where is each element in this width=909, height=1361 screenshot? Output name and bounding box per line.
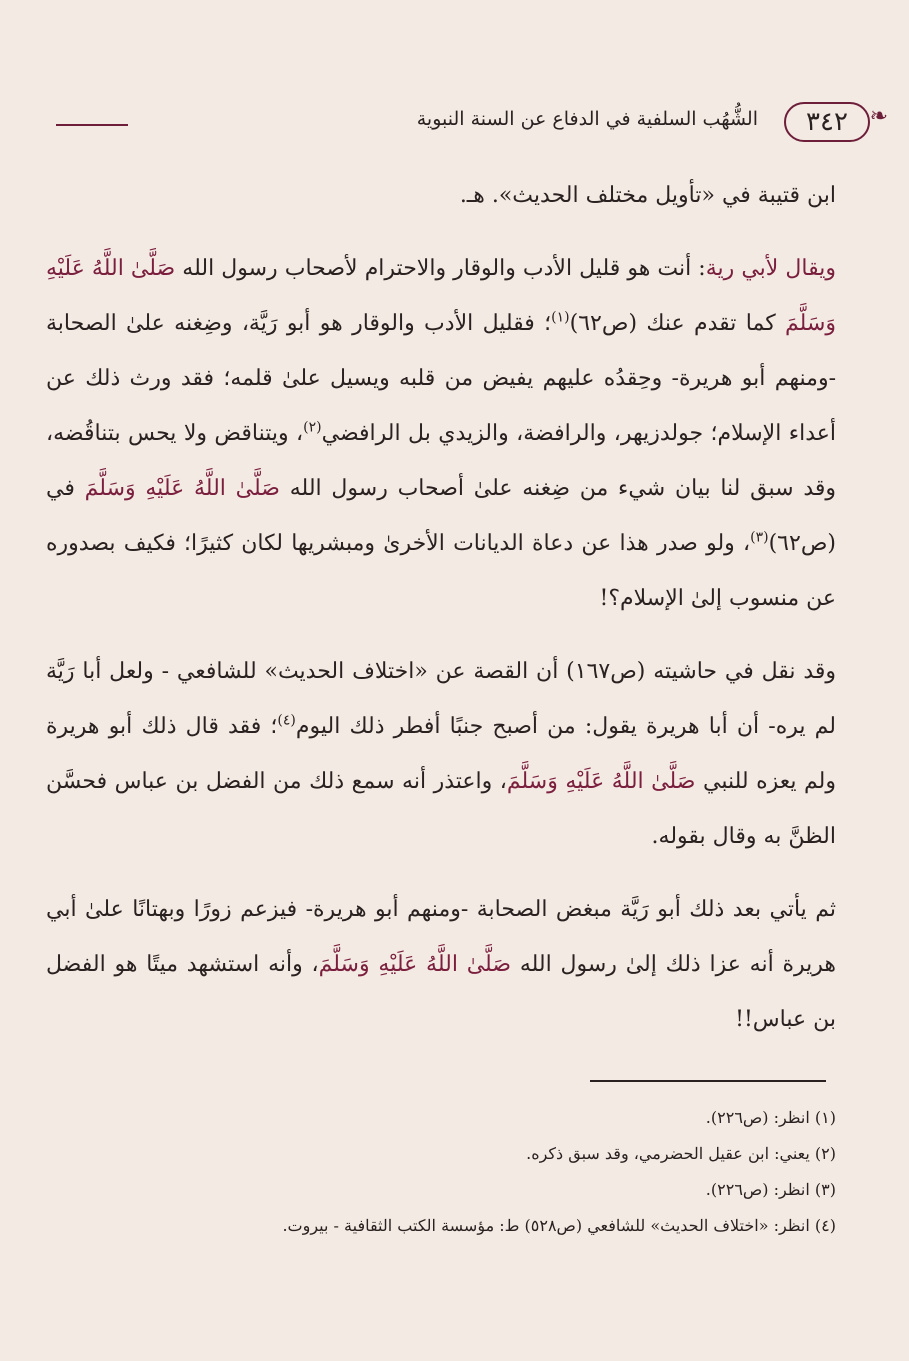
footnote-ref-3[interactable]: (٣): [750, 529, 769, 546]
footnote-ref-2[interactable]: (٢): [303, 419, 322, 436]
running-title: الشُّهُب السلفية في الدفاع عن السنة النبوية: [416, 108, 758, 130]
page-body: [46, 168, 836, 1065]
honorific: صَلَّىٰ اللَّهُ عَلَيْهِ وَسَلَّمَ: [318, 952, 512, 977]
paragraph-4-text-b: ، وأنه استشهد ميتًا هو الفضل بن عباس!!: [46, 952, 836, 1032]
paragraph-2-text-e: في (ص٦٢): [46, 476, 836, 556]
footnote-3: (٣) انظر: (ص٢٢٦).: [705, 1180, 836, 1199]
footnotes: [46, 1100, 836, 1244]
page-header: [40, 100, 888, 148]
footnote-ref-4[interactable]: (٤): [277, 712, 296, 729]
honorific: صَلَّىٰ اللَّهُ عَلَيْهِ وَسَلَّمَ: [84, 476, 280, 501]
paragraph-3-text-b: ؛ فقد قال ذلك أبو هريرة ولم يعزه للنبي: [46, 714, 836, 794]
paragraph-4: [46, 882, 836, 1047]
paragraph-2-text-d: ، ويتناقض ولا يحس بتناقُضه، وقد سبق لنا بيان شيء من ضِغنه علىٰ أصحاب رسول الله: [46, 421, 837, 501]
paragraph-1: [46, 168, 836, 223]
paragraph-4-text-a: ثم يأتي بعد ذلك أبو رَيَّة مبغض الصحابة -ومنهم أبو هريرة- فيزعم زورًا وبهتانًا علىٰ أبي هريرة أنه عزا ذلك إلىٰ رسول الله: [46, 897, 837, 977]
paragraph-2-lead: ويقال لأبي رية: [705, 256, 836, 281]
footnote-2: (٢) يعني: ابن عقيل الحضرمي، وقد سبق ذكره.: [526, 1144, 836, 1163]
header-rule: [56, 124, 128, 126]
footnote-separator: [590, 1080, 826, 1082]
footnote-1: (١) انظر: (ص٢٢٦).: [705, 1108, 836, 1127]
page-number: ٣٤٢: [806, 107, 848, 137]
ornament-icon: ❧: [869, 104, 888, 129]
paragraph-2-text-b: كما تقدم عنك (ص٦٢): [569, 311, 776, 336]
paragraph-2-text-a: : أنت هو قليل الأدب والوقار والاحترام لأصحاب رسول الله: [182, 256, 706, 281]
paragraph-2: [46, 241, 836, 626]
paragraph-2-text-c: ؛ فقليل الأدب والوقار هو أبو رَيَّة، وضِغنه علىٰ الصحابة -ومنهم أبو هريرة- وحِقدُه عليهم يفيض من قلبه ويسيل علىٰ قلمه؛ فقد ورث ذلك عن أعداء الإسلام؛ جولدزيهر، والرافضة، والزيدي بل الرافضي: [46, 311, 837, 446]
paragraph-3-text-a: وقد نقل في حاشيته (ص١٦٧) أن القصة عن «اختلاف الحديث» للشافعي - ولعل أبا رَيَّة لم يره- أن أبا هريرة يقول: من أصبح جنبًا أفطر ذلك اليوم: [46, 659, 837, 739]
paragraph-3: [46, 644, 836, 864]
footnote-ref-1[interactable]: (١): [551, 309, 570, 326]
page-number-frame: [784, 102, 870, 142]
paragraph-1-text: ابن قتيبة في «تأويل مختلف الحديث». هـ.: [459, 183, 836, 208]
honorific: صَلَّىٰ اللَّهُ عَلَيْهِ وَسَلَّمَ: [46, 256, 836, 336]
footnote-4: (٤) انظر: «اختلاف الحديث» للشافعي (ص٥٢٨) ط: مؤسسة الكتب الثقافية - بيروت.: [282, 1216, 836, 1235]
paragraph-3-text-c: ، واعتذر أنه سمع ذلك من الفضل بن عباس فحسَّن الظنَّ به وقال بقوله.: [46, 769, 836, 849]
paragraph-2-text-f: ، ولو صدر هذا عن دعاة الديانات الأخرىٰ ومبشريها لكان كثيرًا؛ فكيف بصدوره عن منسوب إلىٰ الإسلام؟!: [46, 531, 836, 611]
honorific: صَلَّىٰ اللَّهُ عَلَيْهِ وَسَلَّمَ: [506, 769, 696, 794]
